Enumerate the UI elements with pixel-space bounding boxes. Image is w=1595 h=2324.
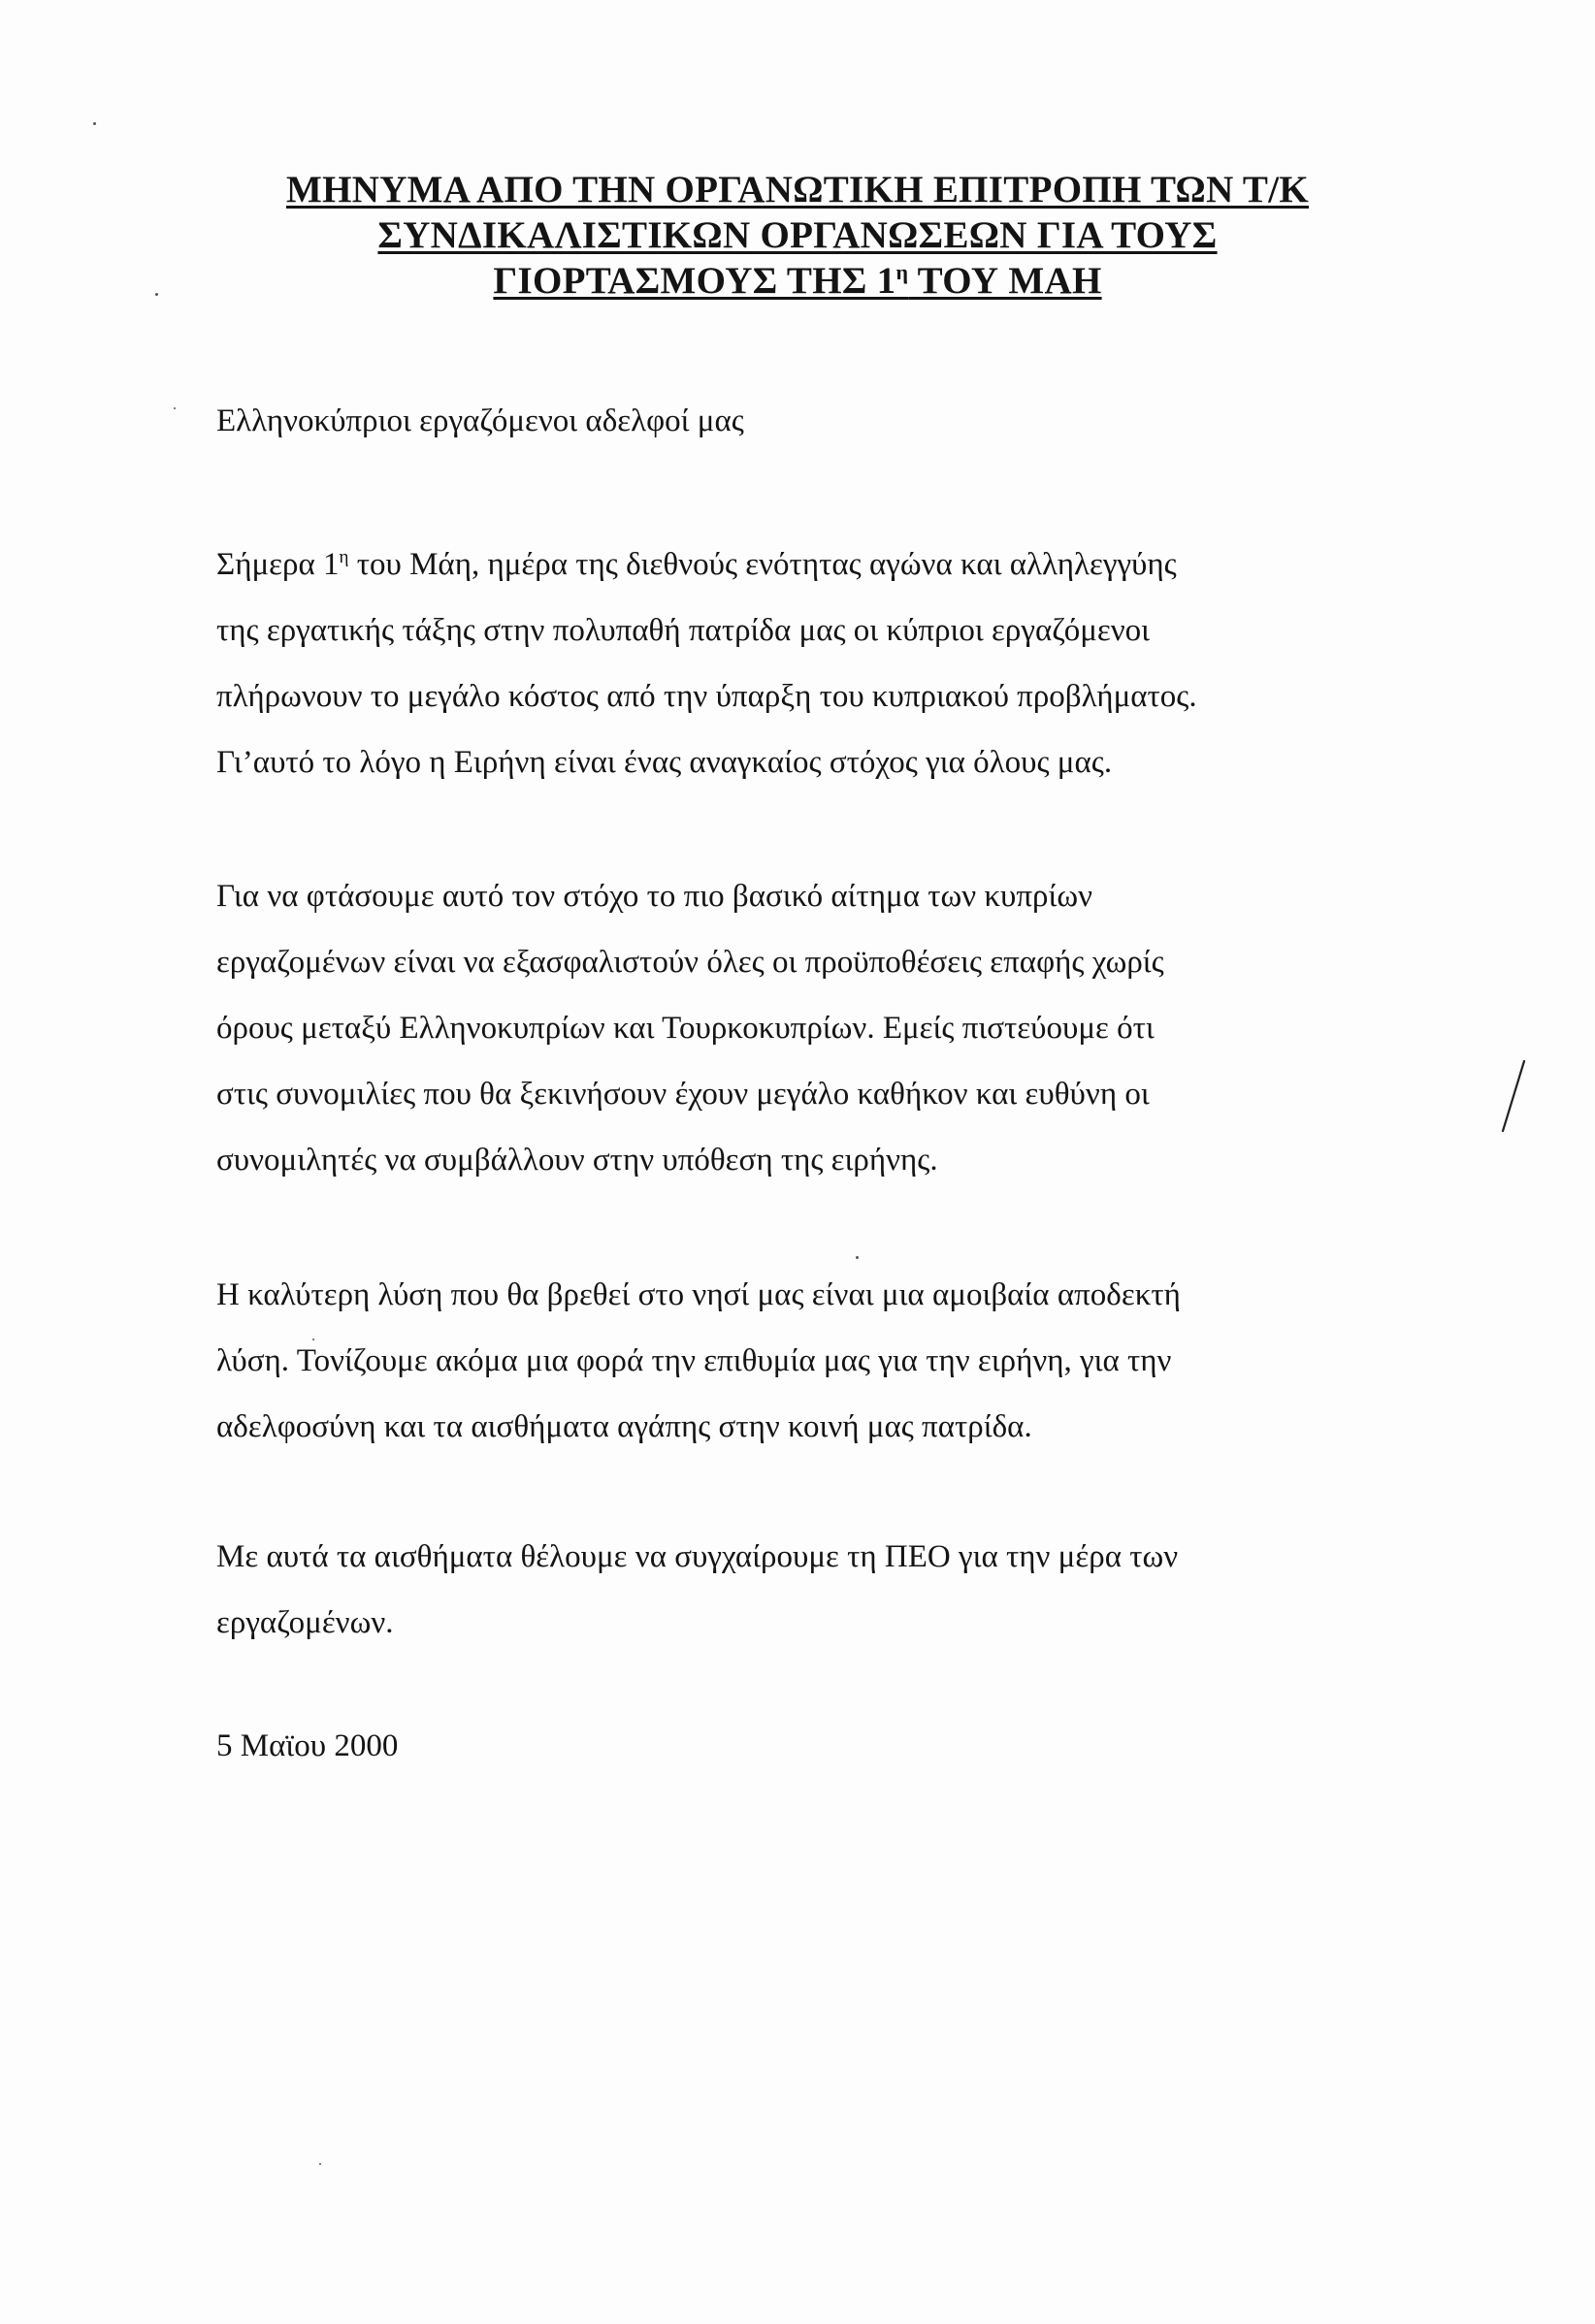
paragraph-4-line-1: Με αυτά τα αισθήματα θέλουμε να συγχαίρουμε τη ΠΕΟ για την μέρα των	[216, 1539, 1179, 1574]
scan-speck	[856, 1256, 859, 1259]
title-line-3-text	[493, 260, 1101, 302]
paragraph-2-line-3: όρους μεταξύ Ελληνοκυπρίων και Τουρκοκυπρίων. Εμείς πιστεύουμε ότι	[216, 1011, 1155, 1046]
margin-pen-mark	[1499, 1057, 1528, 1135]
paragraph-1-line-2: της εργατικής τάξης στην πολυπαθή πατρίδα μας οι κύπριοι εργαζόμενοι	[216, 613, 1151, 648]
paragraph-4	[216, 1524, 1410, 1656]
title-line-3-before: ΓΙΟΡΤΑΣΜΟΥΣ ΤΗΣ 1	[493, 260, 896, 302]
paragraph-2	[216, 863, 1410, 1193]
document-date: 5 Μαϊου 2000	[216, 1728, 399, 1763]
scan-speck	[319, 2163, 321, 2165]
paragraph-3	[216, 1262, 1410, 1460]
scan-speck	[93, 122, 96, 125]
title-line-1-text: ΜΗΝΥΜΑ ΑΠΟ ΤΗΝ ΟΡΓΑΝΩΤΙΚΗ ΕΠΙΤΡΟΠΗ ΤΩΝ Τ/Κ	[286, 169, 1309, 210]
paragraph-3-line-3: αδελφοσύνη και τα αισθήματα αγάπης στην κοινή μας πατρίδα.	[216, 1409, 1032, 1444]
scan-speck	[174, 407, 176, 409]
document-title	[0, 167, 1595, 304]
scan-speck	[155, 293, 158, 296]
paragraph-2-line-2: εργαζομένων είναι να εξασφαλιστούν όλες οι προϋποθέσεις επαφής χωρίς	[216, 945, 1164, 980]
paragraph-1-line-1-before: Σήμερα 1	[216, 547, 340, 582]
title-line-3-after: ΤΟΥ ΜΑΗ	[908, 260, 1102, 302]
paragraph-1-line-1-after: του Μάη, ημέρα της διεθνούς ενότητας αγώνα και αλληλεγγύης	[348, 547, 1177, 582]
paragraph-1-line-1	[216, 532, 1410, 597]
paragraph-2-line-1: Για να φτάσουμε αυτό τον στόχο το πιο βασικό αίτημα των κυπρίων	[216, 879, 1093, 914]
title-line-2	[0, 212, 1595, 258]
paragraph-2-line-4: στις συνομιλίες που θα ξεκινήσουν έχουν μεγάλο καθήκον και ευθύνη οι	[216, 1077, 1150, 1112]
paragraph-1-line-4: Γι’αυτό το λόγο η Ειρήνη είναι ένας αναγκαίος στόχος για όλους μας.	[216, 745, 1113, 780]
paragraph-4-line-2: εργαζομένων.	[216, 1605, 394, 1640]
paragraph-1	[216, 532, 1410, 795]
paragraph-2-line-5: συνομιλητές να συμβάλλουν στην υπόθεση της ειρήνης.	[216, 1143, 938, 1178]
paragraph-1-superscript: η	[339, 547, 349, 567]
title-line-1	[0, 167, 1595, 212]
scan-speck	[312, 1339, 314, 1340]
title-line-3-superscript: η	[895, 260, 909, 284]
title-line-3	[0, 258, 1595, 304]
greeting: Ελληνοκύπριοι εργαζόμενοι αδελφοί μας	[216, 403, 744, 438]
paragraph-1-line-3: πλήρωνουν το μεγάλο κόστος από την ύπαρξη του κυπριακού προβλήματος.	[216, 679, 1197, 714]
paragraph-3-line-1: Η καλύτερη λύση που θα βρεθεί στο νησί μας είναι μια αμοιβαία αποδεκτή	[216, 1277, 1181, 1312]
title-line-2-text: ΣΥΝΔΙΚΑΛΙΣΤΙΚΩΝ ΟΡΓΑΝΩΣΕΩΝ ΓΙΑ ΤΟΥΣ	[377, 214, 1218, 256]
paragraph-3-line-2: λύση. Τονίζουμε ακόμα μια φορά την επιθυμία μας για την ειρήνη, για την	[216, 1343, 1172, 1378]
